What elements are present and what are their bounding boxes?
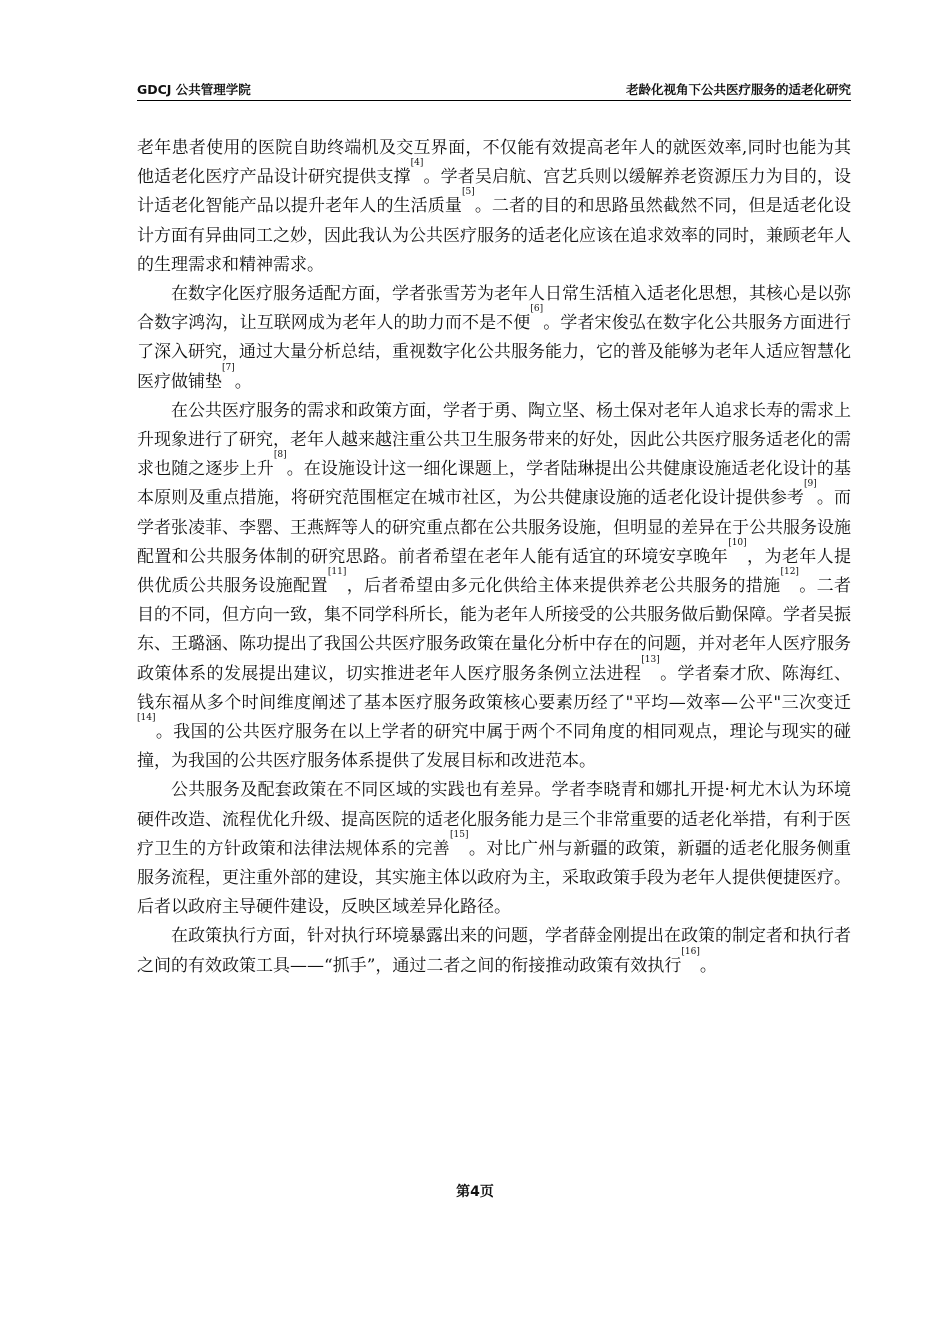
paragraph-text: 。而学者张凌菲、李罂、王燕辉等人的研究重点都在公共服务设施，但明显的差异在于公共服务设施配置和公共服务体制的研究思路。前者希望在老年人能有适宜的环境安享晚年 [137,488,852,567]
citation-marker: [8] [273,450,287,461]
header-rule [137,100,851,101]
paragraph [137,776,851,922]
paragraph-text: 在公共医疗服务的需求和政策方面，学者于勇、陶立坚、杨土保对老年人追求长寿的需求上升现象进行了研究，老年人越来越注重公共卫生服务带来的好处，因此公共医疗服务适老化的需求也随之逐步上升 [137,400,851,480]
paragraph-text: 在政策执行方面，针对执行环境暴露出来的问题，学者薛金刚提出在政策的制定者和执行者之间的有效政策工具——“抓手”，通过二者之间的衔接推动政策有效执行 [137,926,851,976]
paragraph-text: 。 [699,955,717,976]
paragraph [137,280,851,397]
body-text [137,134,851,981]
paragraph-text: 。学者吴启航、宫艺兵则以缓解养老资源压力为目的，设计适老化智能产品以提升老年人的生活质量 [137,167,852,217]
running-header [137,78,851,100]
header-institution: GDCJ 公共管理学院 [137,82,251,97]
paragraph [137,134,851,280]
citation-marker: [12] [780,567,799,578]
citation-marker: [13] [641,654,660,665]
page-number: 第4页 [456,1184,494,1200]
citation-marker: [16] [681,946,700,957]
citation-marker: [14] [137,713,156,724]
paragraph-text: 。我国的公共医疗服务在以上学者的研究中属于两个不同角度的相同观点，理论与现实的碰撞，为我国的公共医疗服务体系提供了发展目标和改进范本。 [137,722,851,772]
paragraph [137,922,851,980]
citation-marker: [6] [530,304,544,315]
citation-marker: [5] [461,187,475,198]
citation-marker: [7] [222,362,235,373]
paragraph [137,397,851,777]
paragraph-text: 公共服务及配套政策在不同区域的实践也有差异。学者李晓青和娜扎开提·柯尤木认为环境硬件改造、流程优化升级、提高医院的适老化服务能力是三个非常重要的适老化举措，有利于医疗卫生的方针政策和法律法规体系的完善 [137,780,851,859]
paragraph-text: 老年患者使用的医院自助终端机及交互界面，不仅能有效提高老年人的就医效率,同时也能为其他适老化医疗产品设计研究提供支撑 [137,138,851,188]
paragraph-text: 。学者宋俊弘在数字化公共服务方面进行了深入研究，通过大量分析总结，重视数字化公共服务能力，它的普及能够为老年人适应智慧化医疗做铺垫 [137,313,852,392]
citation-marker: [15] [449,829,469,840]
citation-marker: [11] [327,567,347,578]
paragraph-text: 。二者的目的和思路虽然截然不同，但是适老化设计方面有异曲同工之妙，因此我认为公共医疗服务的适老化应该在追求效率的同时，兼顾老年人的生理需求和精神需求。 [137,196,851,275]
paragraph-text: 。学者秦才欣、陈海红、钱东福从多个时间维度阐述了基本医疗服务政策核心要素历经了"平均—效率—公平"三次变迁 [137,663,852,713]
citation-marker: [9] [804,479,817,490]
paragraph-text: 。二者目的不同，但方向一致，集不同学科所长，能为老年人所接受的公共服务做后勤保障。学者吴振东、王璐涵、陈功提出了我国公共医疗服务政策在量化分析中存在的问题，并对老年人医疗服务政策体系的发展提出建议，切实推进老年人医疗服务条例立法进程 [137,576,852,684]
paragraph-text: ，为老年人提供优质公共服务设施配置 [137,546,851,597]
paragraph-text: 在数字化医疗服务适配方面，学者张雪芳为老年人日常生活植入适老化思想，其核心是以弥合数字鸿沟，让互联网成为老年人的助力而不是不便 [137,284,851,334]
citation-marker: [4] [410,158,424,169]
paragraph-text: 。对比广州与新疆的政策，新疆的适老化服务侧重服务流程，更注重外部的建设，其实施主体以政府为主，采取政策手段为老年人提供便捷医疗。后者以政府主导硬件建设，反映区域差异化路径。 [137,838,852,918]
paragraph-text: 。 [234,371,252,392]
header-paper-title: 老龄化视角下公共医疗服务的适老化研究 [625,82,851,97]
paragraph-text: ，后者希望由多元化供给主体来提供养老公共服务的措施 [346,576,781,597]
citation-marker: [10] [728,537,747,548]
paragraph-text: 。在设施设计这一细化课题上，学者陆琳提出公共健康设施适老化设计的基本原则及重点措施，将研究范围框定在城市社区，为公共健康设施的适老化设计提供参考 [137,459,852,509]
